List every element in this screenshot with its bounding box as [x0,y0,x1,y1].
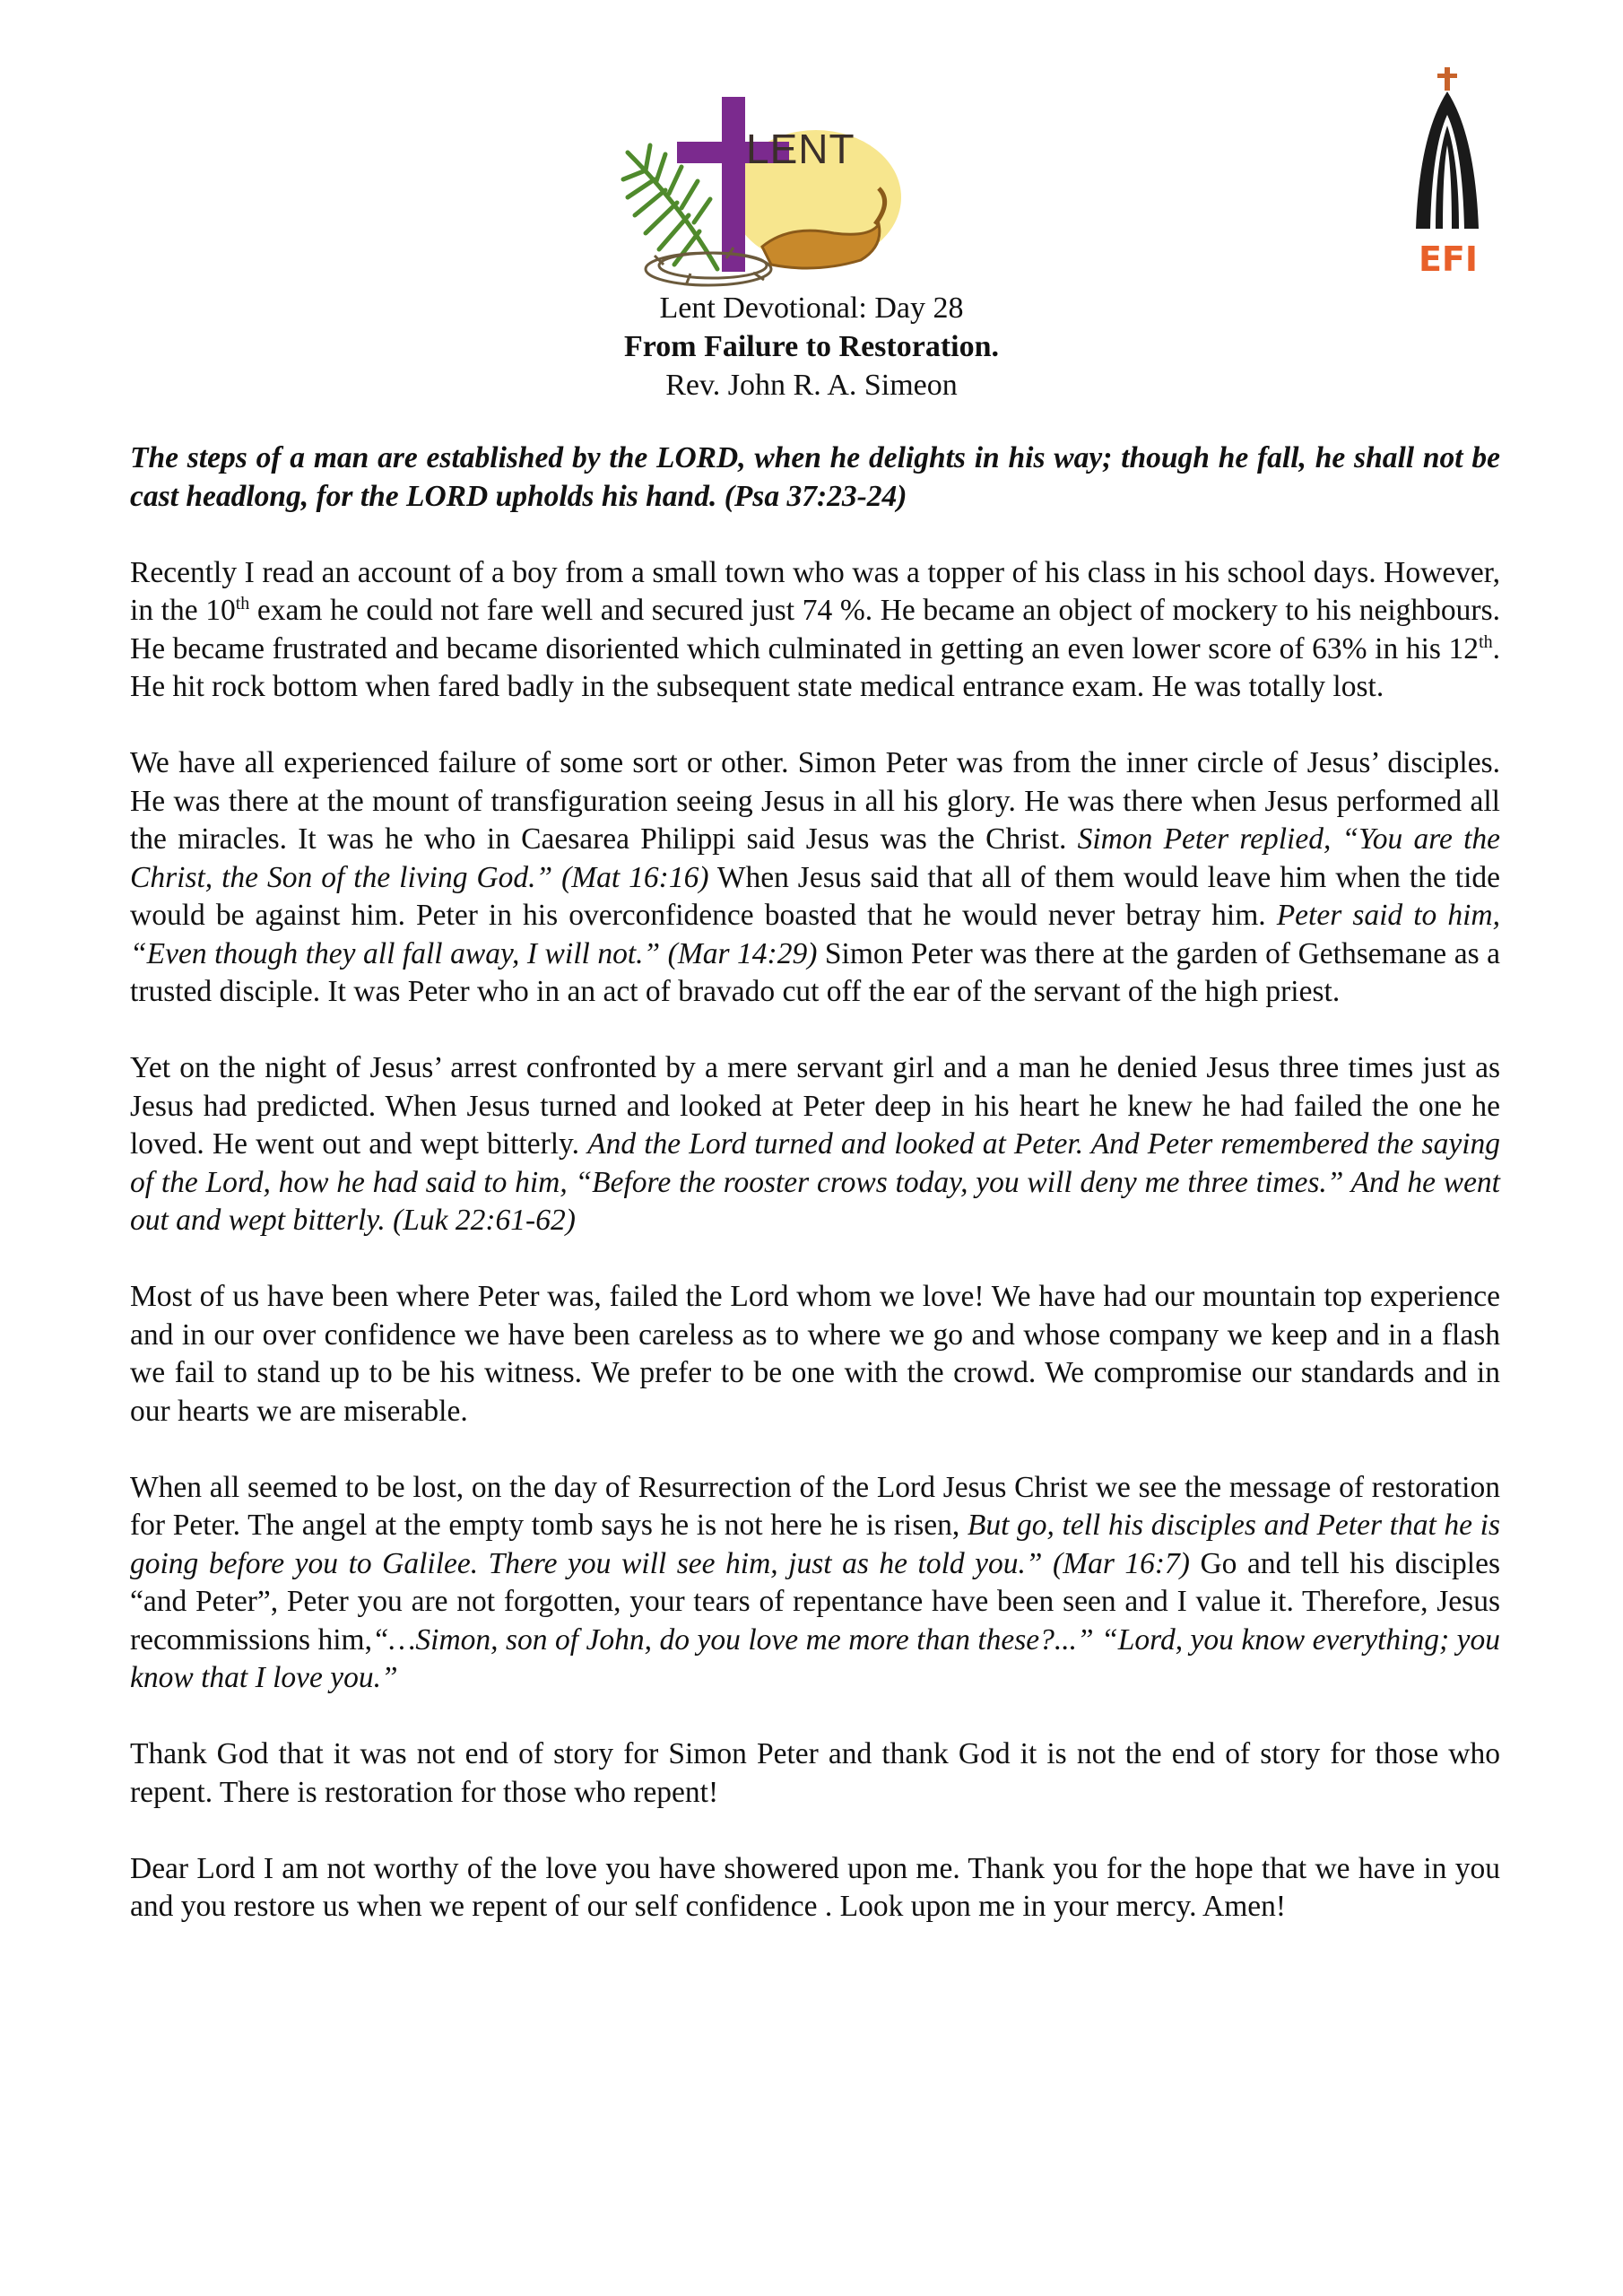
efi-logo-text: EFI [1418,239,1479,278]
paragraph-1-text-c: . He hit rock bottom when fared badly in the subsequent state medical entrance exam. He was totally lost. [130,631,1500,703]
superscript-th: th [235,593,250,613]
paragraph-2-text-b: When Jesus said that all of them would leave him when the tide would be against him. Peter in his overconfidence boasted that he would never betray him. [130,860,1500,932]
author-name: Rev. John R. A. Simeon [665,369,958,402]
paragraph-5-text-b: Go and tell his disciples “and Peter”, Peter you are not forgotten, your tears of repentance have been seen and I value it. Therefore, Jesus recommissions him, [130,1546,1500,1657]
paragraph-6: Thank God that it was not end of story for Simon Peter and thank God it is not the end of story for those who repent. There is restoration for those who repent! [130,1737,1500,1809]
scripture-quote: Peter said to him, “Even though they all fall away, I will not.” (Mar 14:29) [130,899,1500,970]
paragraph-2-text-c: Simon Peter was there at the garden of Gethsemane as a trusted disciple. It was Peter who in an act of bravado cut off the ear of the servant of the high priest. [130,936,1501,1008]
paragraph-5 [130,1469,1500,1698]
scripture-quote: “…Simon, son of John, do you love me more than these?...” “Lord, you know everything; you know that I love you.” [130,1622,1500,1694]
scripture-quote: Simon Peter replied, “You are the Christ, the Son of the living God.” (Mat 16:16) [130,822,1500,894]
devotional-day-title: Lent Devotional: Day 28 [659,291,964,325]
paragraph-3 [130,1049,1500,1240]
document-body [130,439,1500,1964]
superscript-th: th [1479,631,1493,652]
opening-verse: The steps of a man are established by the LORD, when he delights in his way; though he fall, he shall not be cast headlong, for the LORD upholds his hand. (Psa 37:23-24) [130,441,1500,513]
lent-logo-text: LENT [746,126,855,172]
palm-leaf-icon [623,145,717,269]
paragraph-1-text-a: Recently I read an account of a boy from a small town who was a topper of his class in his school days. However, in the 10 [130,555,1500,627]
scripture-quote: And the Lord turned and looked at Peter. And Peter remembered the saying of the Lord, how he had said to him, “Before the rooster crows today, you will deny me three times.” And he went out and wept bitterly. (Luk 22:61-62) [130,1127,1501,1237]
paragraph-2 [130,744,1500,1012]
paragraph-1-text-b: exam he could not fare well and secured just 74 %. He became an object of mockery to his neighbours. He became frustrated and became disoriented which culminated in getting an even lower score of 63% in his 12 [130,594,1501,665]
paragraph-5-text-a: When all seemed to be lost, on the day of Resurrection of the Lord Jesus Christ we see the message of restoration for Peter. The angel at the empty tomb says he is not here he is risen, [130,1470,1500,1542]
church-spire-icon [1416,67,1479,229]
efi-logo [1403,63,1493,278]
devotional-title: From Failure to Restoration. [624,330,999,363]
document-header [130,289,1493,404]
crown-of-thorns-icon [646,248,771,285]
paragraph-2-text-a: We have all experienced failure of some sort or other. Simon Peter was from the inner circle of Jesus’ disciples. He was there at the mount of transfiguration seeing Jesus in all his glory. He was there when Jesus performed all the miracles. It was he who in Caesarea Philippi said Jesus was the Christ. [130,746,1500,856]
paragraph-4: Most of us have been where Peter was, failed the Lord whom we love! We have had our mountain top experience and in our over confidence we have been careless as to where we go and whose company we keep and in a flash we fail to stand up to be his witness. We prefer to be one with the crowd. We compromise our standards and in our hearts we are miserable. [130,1280,1500,1428]
lent-logo [610,90,906,296]
scripture-quote: But go, tell his disciples and Peter that he is going before you to Galilee. There you will see him, just as he told you.” (Mar 16:7) [130,1509,1500,1580]
paragraph-3-text-a: Yet on the night of Jesus’ arrest confronted by a mere servant girl and a man he denied Jesus three times just as Jesus had predicted. When Jesus turned and looked at Peter deep in his heart he knew he had failed the one he loved. He went out and wept bitterly. [130,1051,1500,1161]
closing-prayer: Dear Lord I am not worthy of the love you have showered upon me. Thank you for the hope that we have in you and you restore us when we repent of our self confidence . Look upon me in your mercy. Amen! [130,1851,1500,1923]
paragraph-1 [130,554,1500,707]
